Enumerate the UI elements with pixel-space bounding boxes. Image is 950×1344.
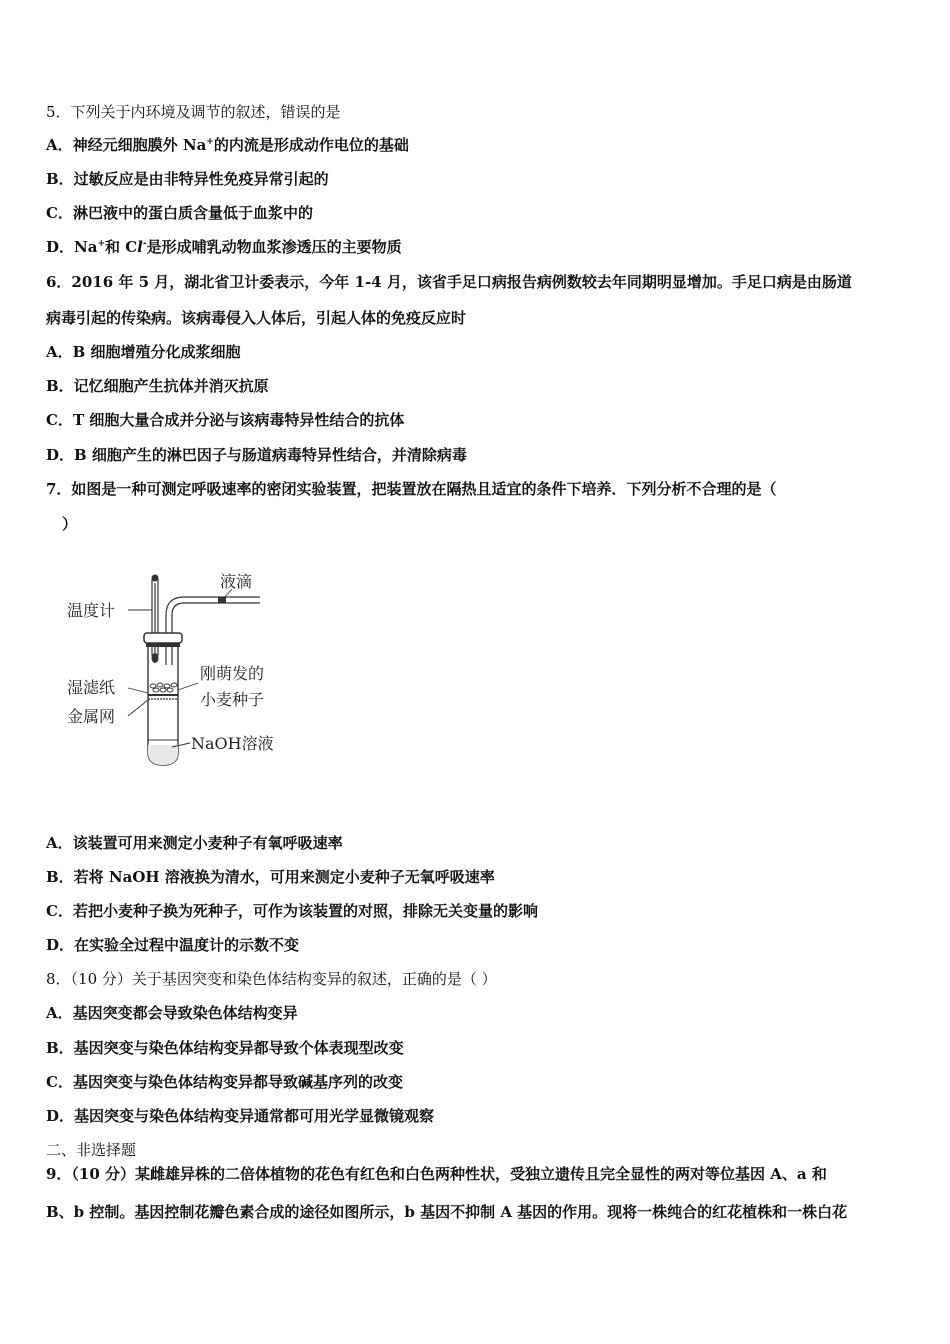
label-naoh: NaOH溶液 — [191, 734, 274, 753]
label-metal-mesh: 金属网 — [67, 707, 116, 726]
q9-stem-line2: B、b 控制。基因控制花瓣色素合成的途径如图所示，b 基因不抑制 A 基因的作用。现将一株纯合的红花植株和一株白花 — [46, 1203, 848, 1221]
q7-option-c: C．若把小麦种子换为死种子，可作为该装置的对照，排除无关变量的影响 — [46, 902, 538, 920]
q7-option-d: D．在实验全过程中温度计的示数不变 — [46, 936, 300, 954]
section-heading: 二、非选择题 — [46, 1141, 137, 1159]
q8-option-c: C．基因突变与染色体结构变异都导致碱基序列的改变 — [46, 1073, 403, 1091]
naoh-solution — [148, 740, 178, 765]
q5-option-b: B．过敏反应是由非特异性免疫异常引起的 — [46, 170, 329, 188]
label-seeds-line2: 小麦种子 — [200, 690, 265, 709]
q5-stem: 5．下列关于内环境及调节的叙述，错误的是 — [46, 103, 341, 121]
q9-stem-line1: 9．（10 分）某雌雄异株的二倍体植物的花色有红色和白色两种性状，受独立遗传且完全显性的两对等位基因 A、a 和 — [46, 1165, 827, 1183]
q6-option-d: D．B 细胞产生的淋巴因子与肠道病毒特异性结合，并清除病毒 — [46, 446, 467, 464]
q8-stem: 8．（10 分）关于基因突变和染色体结构变异的叙述，正确的是（ ） — [46, 970, 497, 988]
q8-option-b: B．基因突变与染色体结构变异都导致个体表现型改变 — [46, 1039, 404, 1057]
q7-option-a: A．该装置可用来测定小麦种子有氧呼吸速率 — [46, 834, 343, 852]
wheat-seeds — [150, 683, 177, 692]
label-seeds-line1: 刚萌发的 — [200, 664, 265, 683]
q6-stem-line1: 6．2016 年 5 月，湖北省卫计委表示，今年 1-4 月，该省手足口病报告病例数较去年同期明显增加。手足口病是由肠道 — [46, 273, 852, 291]
q7-option-b: B．若将 NaOH 溶液换为清水，可用来测定小麦种子无氧呼吸速率 — [46, 868, 495, 886]
q7-stem-line2: ） — [62, 515, 78, 533]
q5-option-c: C．淋巴液中的蛋白质含量低于血浆中的 — [46, 204, 313, 222]
q6-option-a: A．B 细胞增殖分化成浆细胞 — [46, 343, 241, 361]
label-droplet: 液滴 — [220, 572, 253, 591]
label-thermometer: 温度计 — [67, 601, 116, 620]
q6-option-c: C．T 细胞大量合成并分泌与该病毒特异性结合的抗体 — [46, 411, 405, 429]
q8-option-a: A．基因突变都会导致染色体结构变异 — [46, 1004, 298, 1022]
q6-stem-line2: 病毒引起的传染病。该病毒侵入人体后，引起人体的免疫反应时 — [46, 309, 467, 327]
respiration-apparatus-figure — [60, 565, 320, 780]
glass-tube — [166, 597, 260, 665]
q6-option-b: B．记忆细胞产生抗体并消灭抗原 — [46, 377, 269, 395]
q7-stem-line1: 7．如图是一种可测定呼吸速率的密闭实验装置，把装置放在隔热且适宜的条件下培养．下列分析不合理的是（ — [46, 480, 777, 498]
q8-option-d: D．基因突变与染色体结构变异通常都可用光学显微镜观察 — [46, 1107, 435, 1125]
stopper — [144, 633, 182, 643]
thermometer-icon — [152, 575, 159, 664]
label-filter-paper: 湿滤纸 — [67, 678, 116, 697]
q5-option-a: A．神经元细胞膜外 Na+的内流是形成动作电位的基础 — [46, 136, 409, 154]
q5-option-d: D．Na+和 Cl-是形成哺乳动物血浆渗透压的主要物质 — [46, 238, 402, 256]
